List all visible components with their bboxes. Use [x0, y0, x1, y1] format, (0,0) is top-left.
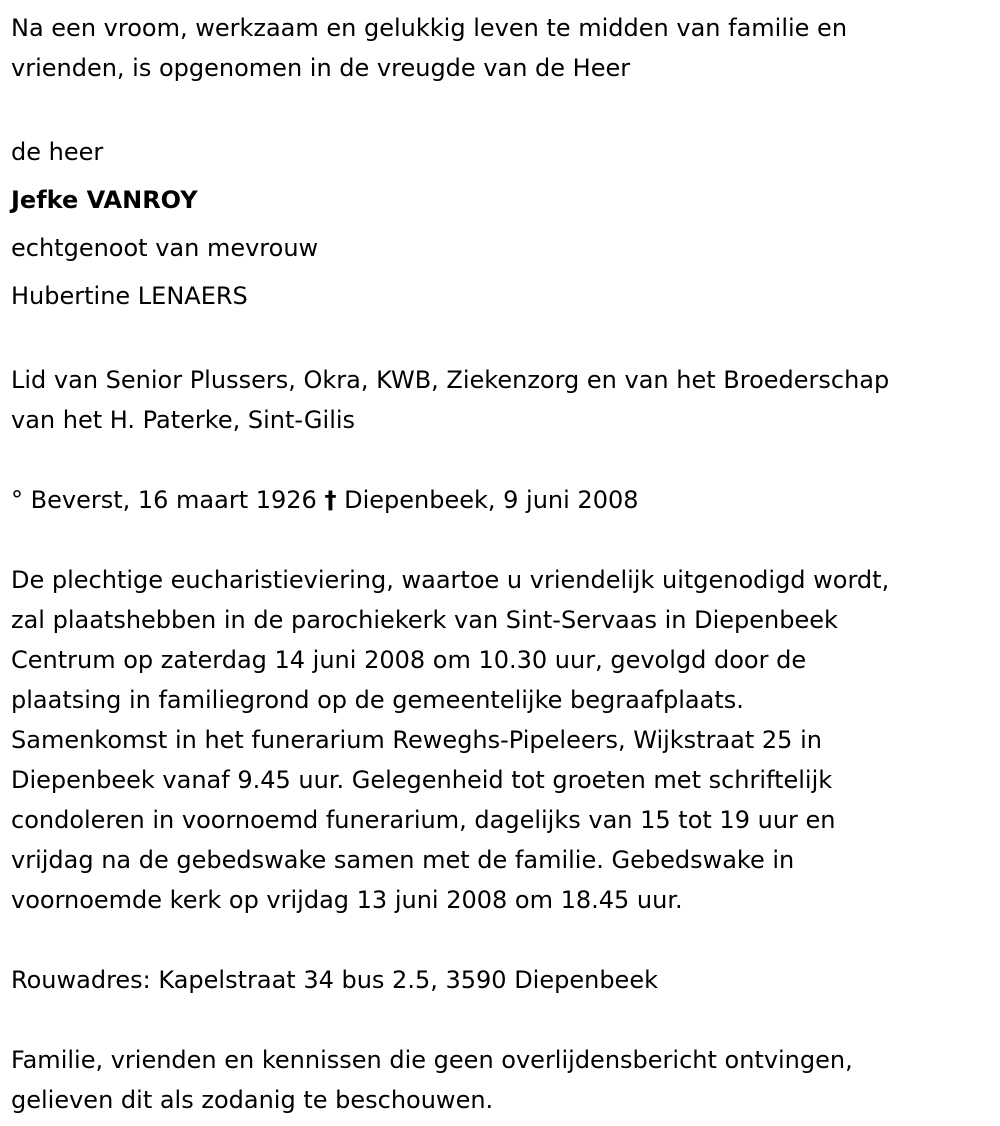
obituary-notice — [11, 8, 991, 1120]
death-info: Diepenbeek, 9 juni 2008 — [344, 486, 639, 514]
ceremony-line: De plechtige eucharistieviering, waartoe u vriendelijk uitgenodigd wordt, — [11, 566, 890, 594]
ceremony-line: Samenkomst in het funerarium Reweghs-Pipeleers, Wijkstraat 25 in — [11, 726, 822, 754]
ceremony-paragraph — [11, 560, 991, 920]
person-title: de heer — [11, 138, 104, 166]
ceremony-line: vrijdag na de gebedswake samen met de familie. Gebedswake in — [11, 846, 795, 874]
cross-icon: † — [324, 486, 337, 514]
ceremony-line: zal plaatshebben in de parochiekerk van Sint-Servaas in Diepenbeek — [11, 606, 838, 634]
mourning-address: Rouwadres: Kapelstraat 34 bus 2.5, 3590 Diepenbeek — [11, 966, 658, 994]
birth-info: ° Beverst, 16 maart 1926 — [11, 486, 317, 514]
intro-paragraph — [11, 8, 991, 88]
spacer — [11, 320, 991, 360]
spacer — [11, 440, 991, 480]
closing-paragraph — [11, 1040, 991, 1120]
intro-line-1: Na een vroom, werkzaam en gelukkig leven te midden van familie en — [11, 14, 848, 42]
closing-line-1: Familie, vrienden en kennissen die geen overlijdensbericht ontvingen, — [11, 1046, 853, 1074]
membership-line-2: van het H. Paterke, Sint-Gilis — [11, 406, 356, 434]
ceremony-line: condoleren in voornoemd funerarium, dagelijks van 15 tot 19 uur en — [11, 806, 836, 834]
ceremony-line: voornoemde kerk op vrijdag 13 juni 2008 om 18.45 uur. — [11, 886, 683, 914]
person-name: Jefke VANROY — [11, 186, 198, 214]
person-relation: echtgenoot van mevrouw — [11, 234, 319, 262]
closing-line-2: gelieven dit als zodanig te beschouwen. — [11, 1086, 494, 1114]
spacer — [11, 920, 991, 960]
ceremony-line: plaatsing in familiegrond op de gemeentelijke begraafplaats. — [11, 686, 744, 714]
intro-line-2: vrienden, is opgenomen in de vreugde van de Heer — [11, 54, 631, 82]
spacer — [11, 520, 991, 560]
membership-line-1: Lid van Senior Plussers, Okra, KWB, Ziekenzorg en van het Broederschap — [11, 366, 890, 394]
person-block — [11, 128, 991, 320]
membership-paragraph — [11, 360, 991, 440]
spouse-name: Hubertine LENAERS — [11, 282, 248, 310]
spacer — [11, 1000, 991, 1040]
dates-line — [11, 480, 991, 520]
ceremony-line: Centrum op zaterdag 14 juni 2008 om 10.30 uur, gevolgd door de — [11, 646, 807, 674]
spacer — [11, 88, 991, 128]
ceremony-line: Diepenbeek vanaf 9.45 uur. Gelegenheid tot groeten met schriftelijk — [11, 766, 833, 794]
